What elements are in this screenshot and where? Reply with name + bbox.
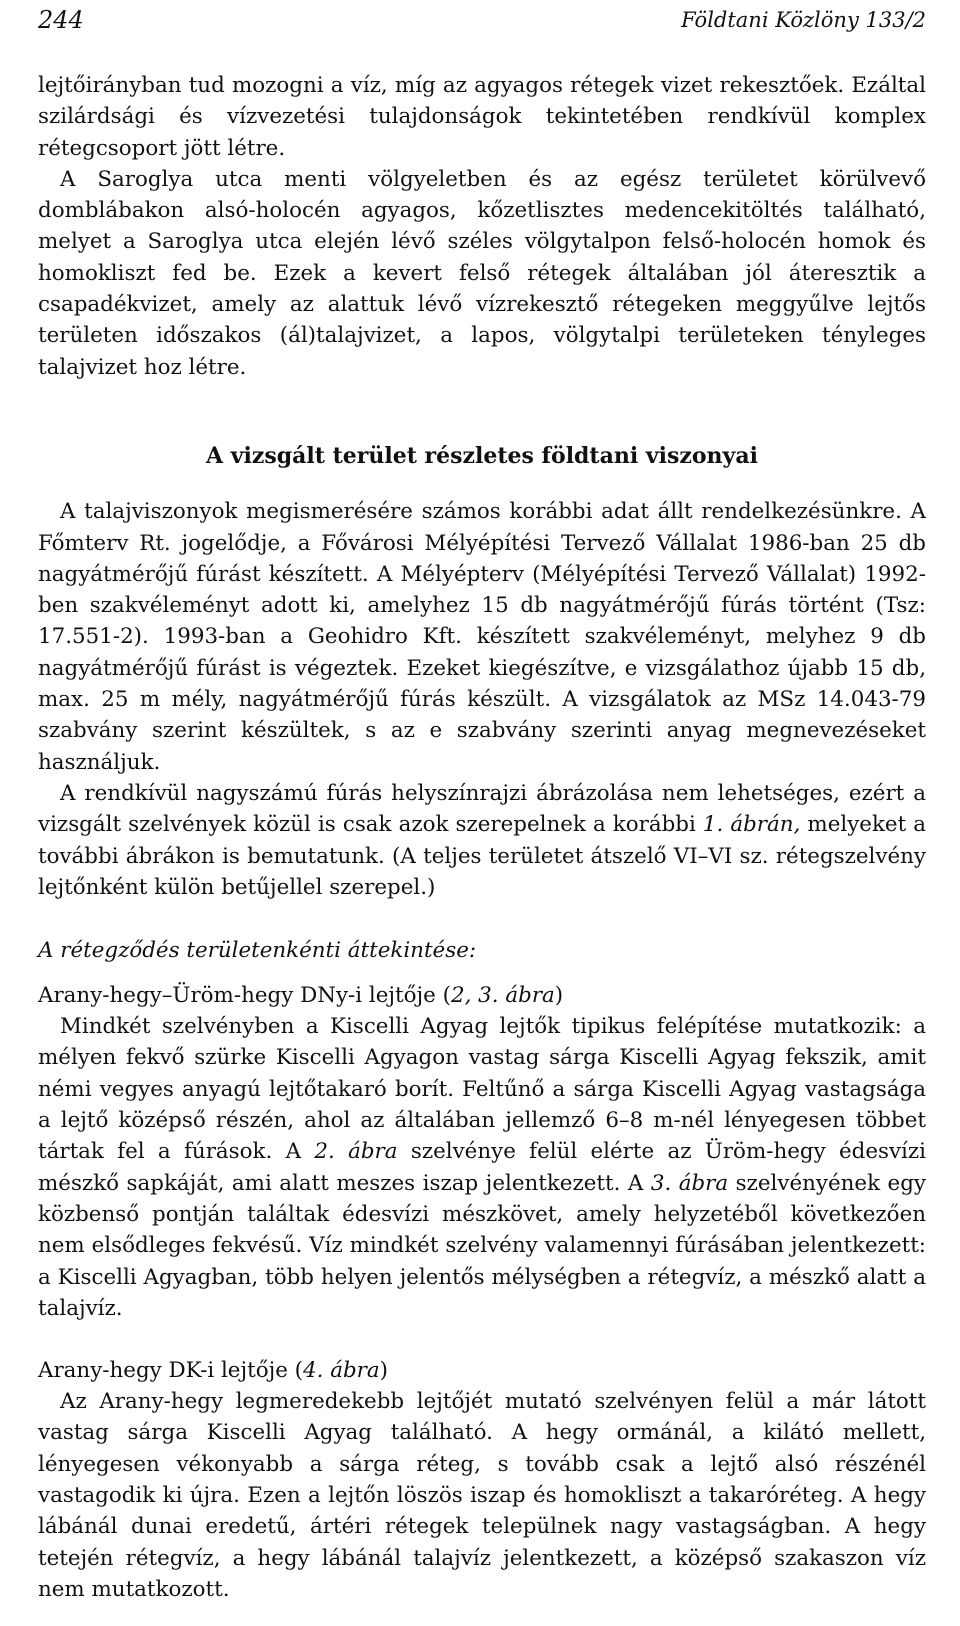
- paragraph-arany-urom-text-b: szelvénye felül elérte az Üröm-hegy édesvízi mészkő sapkáját, ami alatt meszes iszap jelentkezett. A: [38, 1139, 927, 1196]
- block-title-arany-dk: [38, 1355, 926, 1386]
- page-number: 244: [38, 6, 84, 34]
- figure-ref-4: 4. ábra: [303, 1358, 380, 1384]
- paragraph-arany-dk: Az Arany-hegy legmeredekebb lejtőjét mutató szelvényen felül a már látott vastag sárga Kiscelli Agyag található. A hegy ormánál, a kilátó mellett, lényegesen vékonyabb a sárga réteg, s tovább csak a lejtő alsó részénél vastagodik ki újra. Ezen a lejtőn löszös iszap és homokliszt a takaróréteg. A hegy lábánál dunai eredetű, ártéri rétegek települnek nagy vastagságban. A hegy tetején rétegvíz, a hegy lábánál talajvíz jelentkezett, a középső szakaszon víz nem mutatkozott.: [38, 1389, 926, 1602]
- journal-title: Földtani Közlöny 133/2: [681, 8, 926, 32]
- block-title-arany-dk-text: Arany-hegy DK-i lejtője (: [38, 1358, 304, 1384]
- article-body: [38, 70, 926, 1605]
- running-head: [38, 0, 926, 58]
- figure-ref-2-3: 2, 3. ábra: [450, 983, 555, 1009]
- subsection-heading: A rétegződés területenkénti áttekintése:: [38, 938, 477, 964]
- block-title-arany-urom: [38, 980, 926, 1011]
- figure-ref-2: 2. ábra: [314, 1139, 398, 1165]
- paragraph-soil-data: A talajviszonyok megismerésére számos korábbi adat állt rendelkezésünkre. A Főmterv Rt. jogelődje, a Fővárosi Mélyépítési Tervező Vállalat 1986-ban 25 db nagyátmérőjű fúrást készített. A Mélyépterv (Mélyépítési Tervező Vállalat) 1992-ben szakvéleményt adott ki, amelyhez 15 db nagyátmérőjű fúrás történt (Tsz: 17.551-2). 1993-ban a Geohidro Kft. készített szakvéleményt, melyhez 9 db nagyátmérőjű fúrást is végeztek. Ezeket kiegészítve, e vizsgálathoz újabb 15 db, max. 25 m mély, nagyátmérőjű fúrás készült. A vizsgálatok az MSz 14.043-79 szabvány szerint készültek, s az e szabvány szerinti anyag megnevezéseket használjuk.: [38, 499, 926, 775]
- figure-ref-1: 1. ábrán,: [702, 812, 801, 838]
- paragraph-arany-urom-text-a: Mindkét szelvényben a Kiscelli Agyag lejtők tipikus felépítése mutatkozik: a mélyen fekvő szürke Kiscelli Agyagon vastag sárga Kiscelli Agyag fekszik, amit némi vegyes anyagú lejtőtakaró borít. Feltűnő a sárga Kiscelli Agyag vastagsága a lejtő középső részén, ahol az általában jellemző 6–8 m-nél lényegesen többet tártak fel a fúrások. A: [38, 1014, 926, 1165]
- paragraph-borings-text-b: melyeket a további ábrákon is bemutatunk. (A teljes területet átszelő VI–VI sz. rétegszelvény lejtőnként külön betűjellel szerepel.): [38, 812, 926, 900]
- paragraph-arany-urom-text-c: szelvényének egy közbenső pontján találtak édesvízi mészkövet, amely helyzetéből következően nem elsődleges fekvésű. Víz mindkét szelvény valamennyi fúrásában jelentkezett: a Kiscelli Agyagban, több helyen jelentős mélységben a rétegvíz, a mészkő alatt a talajvíz.: [38, 1170, 926, 1321]
- paragraph-saroglya: A Saroglya utca menti völgyeletben és az egész területet körülvevő domblábakon alsó-holocén agyagos, kőzetlisztes medencekitöltés található, melyet a Saroglya utca elején lévő széles völgytalpon felső-holocén homok és homokliszt fed be. Ezek a kevert felső rétegek általában jól áteresztik a csapadékvizet, amely az alattuk lévő vízrekesztő rétegeken meggyűlve lejtős területen időszakos (ál)talajvizet, a lapos, völgytalpi területeken tényleges talajvizet hoz létre.: [38, 166, 926, 380]
- paragraph-arany-urom: [38, 1011, 926, 1324]
- paragraph-borings-text-a: A rendkívül nagyszámú fúrás helyszínrajzi ábrázolása nem lehetséges, ezért a vizsgált szelvények közül is csak azok szerepelnek a korábbi: [38, 780, 926, 838]
- block-title-arany-urom-text: Arany-hegy–Üröm-hegy DNy-i lejtője (: [38, 983, 451, 1009]
- figure-ref-3: 3. ábra: [650, 1170, 729, 1196]
- paragraph-continued: lejtőirányban tud mozogni a víz, míg az agyagos rétegek vizet rekesztőek. Ezáltal szilárdsági és vízvezetési tulajdonságok tekintetében rendkívül komplex rétegcsoport jött létre.: [38, 73, 926, 161]
- block-title-arany-urom-close: ): [554, 983, 564, 1009]
- section-heading: A vizsgált terület részletes földtani viszonyai: [206, 442, 758, 469]
- block-title-arany-dk-close: ): [379, 1358, 389, 1384]
- paragraph-borings: [38, 778, 926, 903]
